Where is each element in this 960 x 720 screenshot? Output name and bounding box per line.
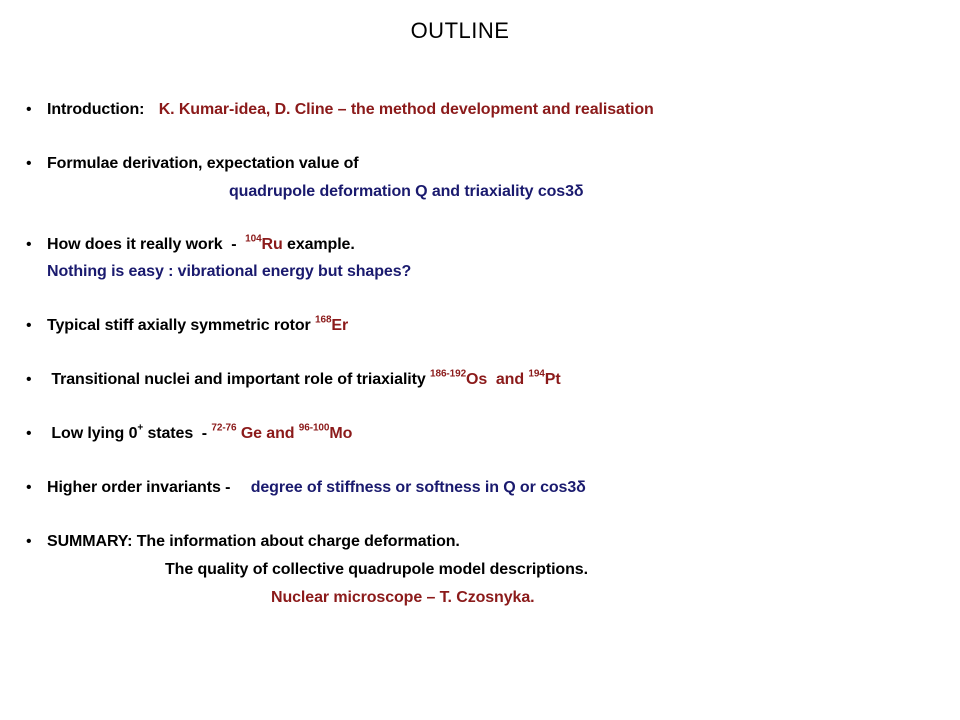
bullet-6-mass-range-1: 72-76: [211, 422, 237, 434]
bullet-5-marker: •: [26, 371, 32, 388]
bullet-4-nucleus: [315, 314, 349, 334]
bullet-3-marker: •: [26, 236, 32, 253]
bullet-5-nuclei: [430, 368, 561, 388]
bullet-6-marker: •: [26, 425, 32, 442]
bullet-2-continuation: quadrupole deformation Q and triaxiality cos3δ: [229, 183, 584, 200]
bullet-7-marker: •: [26, 479, 32, 496]
bullet-3-continuation: Nothing is easy : vibrational energy but shapes?: [47, 263, 412, 280]
slide-title: OUTLINE: [410, 18, 510, 43]
bullet-3-text: How does it really work -: [47, 236, 246, 253]
bullet-6-nuclei: [211, 422, 353, 442]
bullet-8-line-3: Nuclear microscope – T. Czosnyka.: [271, 589, 535, 606]
bullet-4-marker: •: [26, 317, 32, 334]
bullet-6-text: Low lying 0: [47, 425, 138, 442]
bullet-5-mass-range: 186-192: [430, 368, 467, 380]
bullet-4: [47, 314, 349, 335]
bullet-6-text-mid: states -: [143, 425, 212, 442]
bullet-4-text: Typical stiff axially symmetric rotor: [47, 317, 316, 334]
bullet-7-blue-text: degree of stiffness or softness in Q or cos3δ: [250, 479, 586, 496]
bullet-7-text: Higher order invariants -: [47, 479, 231, 496]
bullet-4-mass-number: 168: [315, 314, 332, 326]
bullet-8-marker: •: [26, 533, 32, 550]
bullet-3-text-end: example.: [282, 236, 355, 253]
bullet-6-parity: +: [137, 422, 144, 434]
bullet-5-element-1: Os and: [466, 371, 529, 388]
bullet-5-mass-number-2: 194: [528, 368, 545, 380]
bullet-2-marker: •: [26, 155, 32, 172]
bullet-2: Formulae derivation, expectation value of: [47, 155, 359, 172]
bullet-6-element-2: Mo: [329, 425, 353, 442]
bullet-7: [47, 479, 586, 497]
bullet-3-nucleus: [245, 233, 283, 253]
bullet-1-marker: •: [26, 101, 32, 118]
bullet-5-text: Transitional nuclei and important role of triaxiality: [47, 371, 431, 388]
bullet-1-red-text: K. Kumar-idea, D. Cline – the method development and realisation: [158, 101, 654, 118]
bullet-3-mass-number: 104: [245, 233, 262, 245]
bullet-4-element: Er: [331, 317, 349, 334]
bullet-6-mass-range-2: 96-100: [298, 422, 330, 434]
bullet-6-element-1: Ge and: [236, 425, 299, 442]
bullet-5-element-2: Pt: [544, 371, 561, 388]
bullet-5: [47, 368, 561, 389]
bullet-8: SUMMARY: The information about charge deformation.: [47, 533, 460, 550]
bullet-1: [47, 101, 654, 119]
bullet-8-line-2: The quality of collective quadrupole model descriptions.: [165, 561, 588, 578]
bullet-3-element: Ru: [261, 236, 283, 253]
bullet-3: [47, 233, 355, 254]
bullet-6: [47, 422, 353, 443]
bullet-1-label: Introduction:: [47, 101, 145, 118]
